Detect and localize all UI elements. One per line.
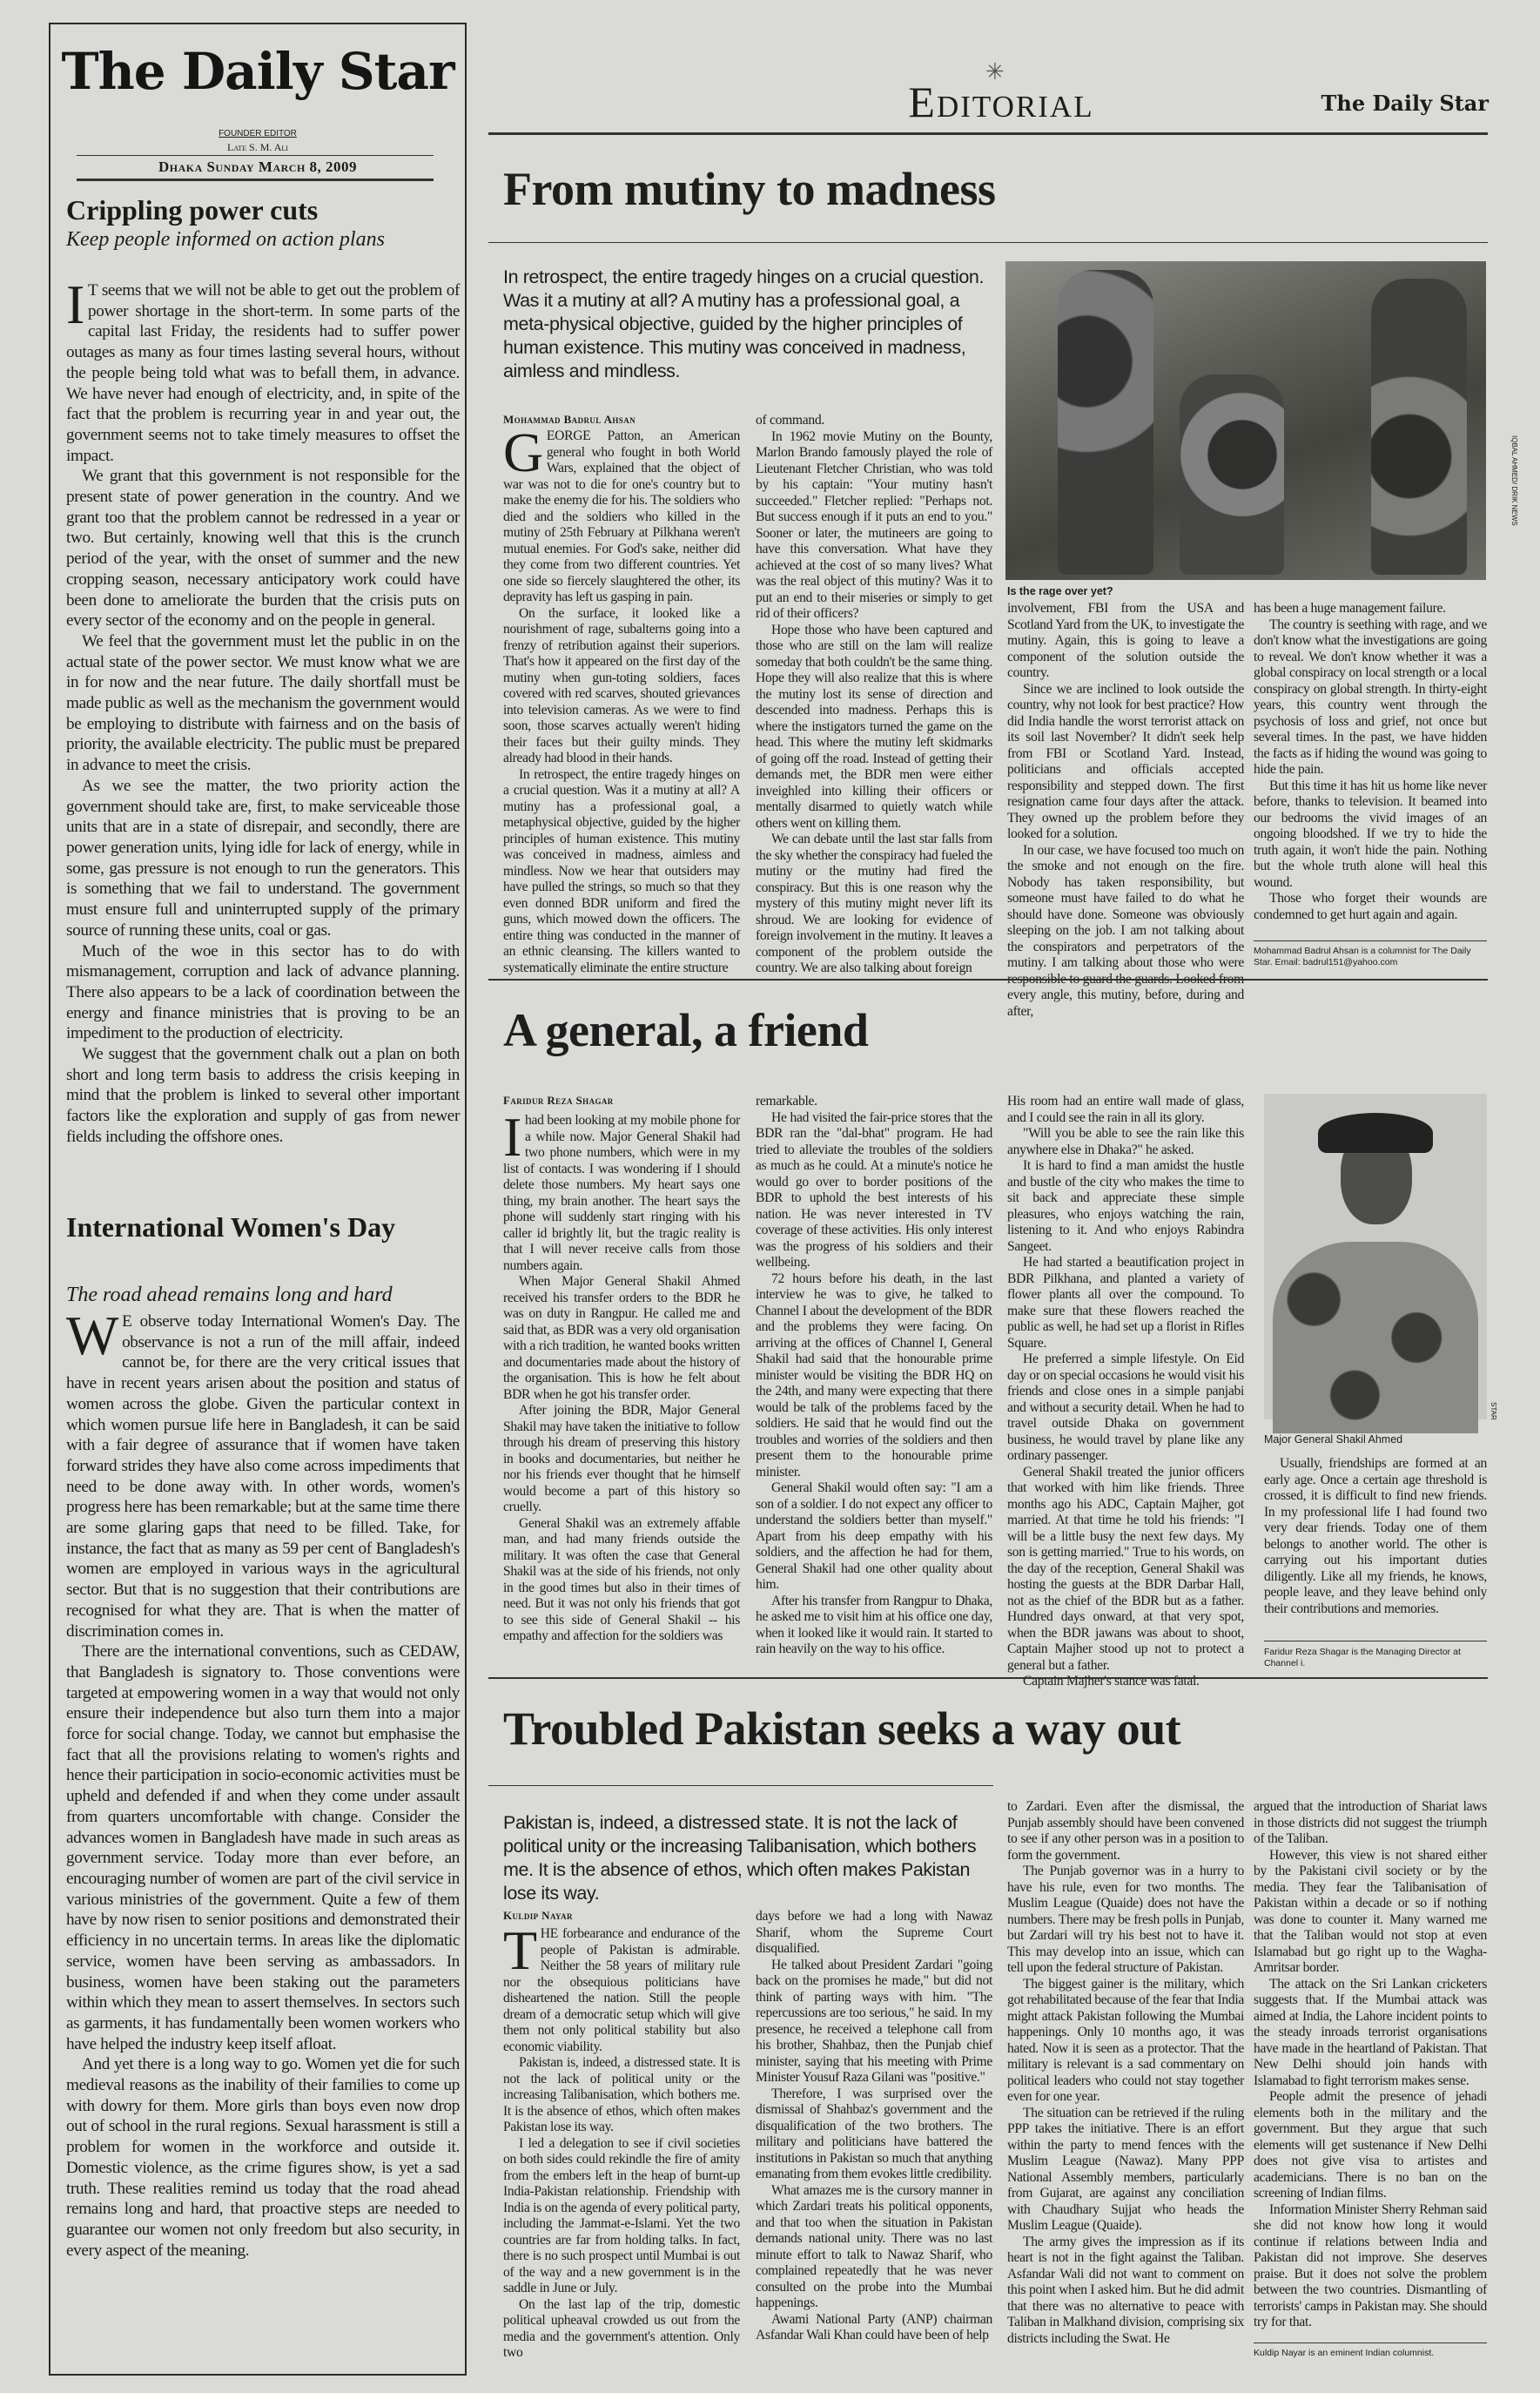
article-column [756,1909,992,2353]
paragraph: There are the international conventions, such as CEDAW, that Bangladesh is signatory to. Those conventions were targeted at empowering women in a way that would not only ensure their independence but also turn them into a major force for social change. Today, we cannot but emphasise the fact that all the provisions relating to women's rights and hence their participation in socio-economic activities must be upheld and defended if and when they come under assault from quarters uncomfortable with change. Consider the advances women in Bangladesh have made in such areas as government service. Today more than ever before, an encouraging number of women are part of the civil service in various ministries of the government. Quite a few of them have by now risen to senior positions and demonstrated their efficiency in no uncertain terms. In areas like the diplomatic service, women have been serving as ambassadors. In business, women have been staking out the parameters within which they mean to assert themselves. In sectors such as garments, it has fundamentally been women workers who have helped the industry keep itself afloat. [66,1642,460,2053]
paragraph: The biggest gainer is the military, which got rehabilitated because of the fear that India might attack Pakistan following the Mumbai happenings. Only 10 months ago, it was hated. Now it is seen as a protector. That the military is relevant is a sad commentary on political leaders who could not stay together even for one year. [1007,1976,1244,2104]
article-headline: Troubled Pakistan seeks a way out [503,1702,1181,1755]
paragraph: remarkable. [756,1094,817,1109]
paragraph: The attack on the Sri Lankan cricketers suggests that. If the Mumbai attack was aimed at India, the Lahore incident points to the steady inroads terrorist organisations have made in the heartland of Pakistan. That New Delhi should join hands with Islamabad to fight terrorism makes sense. [1254,1976,1487,2088]
paragraph: We suggest that the government chalk out a plan on both short and long term basis to address the crisis keeping in mind that the problem is linked to several other important factors like the exploration and supply of gas from newer fields including the offshore ones. [66,1045,460,1146]
divider [488,979,1488,981]
author-note: Kuldip Nayar is an eminent Indian columnist. [1254,2348,1435,2358]
paragraph: I led a delegation to see if civil societies on both sides could rekindle the fire of amity from the embers left in the heap of burnt-up India-Pakistan relationship. Friendship with India is on the agenda of every political party, including the Jammat-e-Islami. Yet the two countries are far from holding talks. In fact, there is no such prospect until Mumbai is out of the way and a new government is in the saddle in June or July. [503,2135,740,2295]
article-column [503,421,740,975]
paragraph: He talked about President Zardari "going back on the promises he made," but did not think of parting ways with him. "The repercussions are too serious," he said. In my presence, he received a telephone call from his brother, Shahbaz, then the Punjab chief minister, saying that his meeting with Prime Minister Yousuf Raza Gilani was "positive." [756,1957,992,2085]
photo-credit: IQBAL AHMED/ DRIK NEWS [1510,435,1518,526]
article-column [1007,1799,1244,2353]
editorial-body [66,1304,460,2356]
paragraph: to Zardari. Even after the dismissal, the Punjab assembly should have been convened to see if any other person was in a position to form the government. [1007,1799,1244,1863]
paragraph: IT seems that we will not be able to get out the problem of power shortage in the short-term. In some parts of the capital last Friday, the residents had to suffer power outages as many as four times lasting several hours, without the people being told what was to befall them, in advance. We have never had enough of electricity, and, in spite of the fact that the problem is recurring year in and year out, the government seems not to take timely measures to offset the impact. [66,273,460,465]
paragraph: General Shakil treated the junior officers that worked with him like friends. Three months ago his ADC, Captain Majher, got married. At that time he told his friends: "I will be a little busy the next few days. My son is getting married." True to his words, on the day of the reception, General Shakil was hosting the guests at the BDR Darbar Hall, not as the chief of the BDR but as a father. Hundred days onward, at that very spot, when the BDR jawans was about to shoot, Captain Majher stood up not to protect a general but a father. [1007,1464,1244,1673]
paragraph: General Shakil would often say: "I am a son of a soldier. I do not expect any officer to understand the soldiers better than myself." Apart from his deep empathy with his soldiers, and the affection he had for them, General Shakil had one other quality about him. [756,1480,992,1592]
mutiny-photo [1005,261,1486,580]
paragraph: As we see the matter, the two priority action the government should take are, first, to make serviceable those units that are in a state of disrepair, and secondly, there are power generation units, lying idle for lack of energy, while in some, gas pressure is not enough to run the generators. This is something that we fail to understand. The government must ensure full and uninterrupted supply of the primary source of running these units, coal or gas. [66,776,460,940]
portrait-hair [1318,1113,1433,1153]
paragraph: In 1962 movie Mutiny on the Bounty, Marlon Brando famously played the role of Lieutenant Fletcher Christian, who was told by his captain: "Your mutiny hasn't succeeded." Fletcher replied: "Perhaps not. But success enough if it puts an end to you." Sooner or later, the mutineers are going to have this conversation. What have they achieved at the cost of so many lives? What was the real object of this mutiny? Was it to put an end to their miseries or simply to get rid of their officers? [756,428,992,621]
editorial-body [66,273,460,1195]
editorial-subhead: The road ahead remains long and hard [66,1284,393,1306]
article-column [1007,601,1244,1019]
paragraph: We can debate until the last star falls from the sky whether the conspiracy had fueled the mutiny or the mutiny had fired the conspiracy. But this is one reason why the mystery of this mutiny might never lift its shroud. We are looking for evidence of foreign involvement in the mutiny. It leaves a component of the problem outside the country. We are also talking about foreign [756,832,992,975]
paragraph: Those who forget their wounds are condemned to get hurt again and again. [1254,891,1487,922]
paragraph: Awami National Party (ANP) chairman Asfandar Wali Khan could have been of help [756,2311,992,2342]
section-rule [488,132,1488,135]
paragraph: argued that the introduction of Shariat laws in those districts did not suggest the triumph of the Taliban. [1254,1799,1487,1846]
masthead-logo: The Daily Star [61,42,454,101]
section-title: Editorial [908,78,1094,126]
pull-quote: In retrospect, the entire tragedy hinges on a crucial question. Was it a mutiny at all? A mutiny has a professional goal, a meta-physical objective, guided by the higher principles of human existence. This mutiny was conceived in madness, aimless and mindless. [503,266,985,381]
paragraph: 72 hours before his death, in the last interview he was to give, he talked to Channel I about the development of the BDR and the problems they were facing. On arriving at the offices of Channel I, General Shakil had said that the honourable prime minister would be visiting the BDR HQ on the 24th, and many were expecting that there would be talk of the problems faced by the soldiers. He said that he would find out the troubles and worries of the soldiers and then present them to the honourable prime minister. [756,1271,992,1480]
paragraph: What amazes me is the cursory manner in which Zardari treats his political opponents, and that too when the situation in Pakistan demands national unity. There was no last minute effort to talk to Nawaz Sharif, who complained repeatedly that he was never consulted on the probe into the Mumbai happenings. [756,2182,992,2310]
paragraph: He preferred a simple lifestyle. On Eid day or on special occasions he would visit his friends and close ones in a simple panjabi and without a security detail. When he had to travel outside Dhaka on government business, he would travel by plane like any ordinary passenger. [1007,1352,1244,1463]
paragraph: days before we had a long with Nawaz Sharif, whom the Supreme Court disqualified. [756,1909,992,1956]
star-icon: ✳ [985,59,1005,84]
paragraph: GEORGE Patton, an American general who fought in both World Wars, explained that the object of war was not to die for one's country but to make the enemy die for his. The soldiers who died and the soldiers who killed in the mutiny of 25th February at Pilkhana weren't mutual enemies. For God's sake, neither did they come from two different countries. Yet one side so fiercely slaughtered the other, its depravity has left us gasping in pain. [503,421,740,604]
paragraph: After joining the BDR, Major General Shakil may have taken the initiative to follow through his dream of preserving this history in books and documentaries, but neither he nor his friends ever thought that he himself would become a part of this history so cruelly. [503,1403,740,1514]
paragraph: Information Minister Sherry Rehman said she did not know how long it would continue if relations between India and Pakistan did not improve. She deserves praise. But it does not solve the problem between the two countries. Dismantling of terrorists' camps in Pakistan may. She should try for that. [1254,2201,1487,2329]
paragraph: But this time it has hit us home like never before, thanks to television. It beamed into our bedrooms the vivid images of an ongoing bloodshed. If we try to hide the truth again, it won't hide the pain. Nothing but the whole truth alone will heal this wound. [1254,778,1487,890]
paragraph: Since we are inclined to look outside the country, why not look for best practice? How did India handle the worst terrorist attack on its soil last November? It didn't seek help from FBI or Scotland Yard. Instead, politicians and officials accepted responsibility and stepped down. The first resignation came four days after the attack. They owned up the problem before they looked for a solution. [1007,681,1244,841]
paragraph: Therefore, I was surprised over the dismissal of Shahbaz's government and the disqualification of the two brothers. The military and politicians have battered the institutions in Pakistan so much that anything emanating from them evokes little credibility. [756,2086,992,2181]
paragraph: In retrospect, the entire tragedy hinges on a crucial question. Was it a mutiny at all? A mutiny has a professional goal, a metaphysical objective, guided by the higher principles of human existence. This mutiny was conceived in madness, aimless and mindless. Now we hear that outsiders may have pulled the strings, so much so that they even donned BDR uniform and fired the guns, which mowed down the officers. The entire thing was conducted in the manner of an ethnic cleansing. The killers wanted to systematically eliminate the entire structure [503,766,740,975]
paragraph: He had started a beautification project in BDR Pilkhana, and planted a variety of flower plants all over the compound. To make sure that these flowers reached the public as well, he had set up a florist in Rifles Square. [1007,1255,1244,1351]
byline: Mohammad Badrul Ahsan [503,413,636,426]
portrait-photo [1264,1094,1487,1419]
pull-quote: Pakistan is, indeed, a distressed state. It is not the lack of political unity or the increasing Talibanisation, which bothers me. It is the absence of ethos, which often makes Pakistan lose its way. [503,1812,977,1904]
paragraph: "Will you be able to see the rain like this anywhere else in Dhaka?" he asked. [1007,1126,1244,1157]
article-column [1254,601,1487,932]
divider [488,242,1488,243]
divider [1254,940,1487,941]
byline: Kuldip Nayar [503,1909,573,1922]
paragraph: On the surface, it looked like a nourishment of rage, subalterns going into a frenzy of retribution against their superiors. That's how it appeared on the first day of the mutiny when gun-toting soldiers, faces covered with red scarves, shouted grievances into television cameras. As we were to find soon, those scarves actually weren't hiding their faces but their guilty minds. They already had blood in their hands. [503,605,740,765]
paragraph: WE observe today International Women's Day. The observance is not a run of the mill affair, indeed cannot be, for there are the very critical issues that have in recent years arisen about the position and status of women across the globe. Given the particular context in which women pursue life here in Bangladesh, it can be said with a fair degree of assurance that if women have taken forward strides they have also come across impediments that need to be done away with. In other words, women's progress here has been remarkable; but at the same time there are some glaring gaps that need to be filled. Take, for instance, the fact that as many as 59 per cent of Bangladesh's women are employed in various ways in the agricultural sector. But that is no suggestion that their contributions are recognised for what they are. That is when the matter of discrimination comes in. [66,1304,460,1641]
paragraph: And yet there is a long way to go. Women yet die for such medieval reasons as the inability of their families to come up with dowry for them. More girls than boys even now drop out of school in the rural regions. Sexual harassment is still a problem for women in the workforce and outside it. Domestic violence, as the crime figures show, is yet a sad truth. These realities remind us today that the road ahead remains long and hard, that proactive steps are needed to guarantee our women not only freedom but also security, in every aspect of the meaning. [66,2055,460,2260]
paragraph: General Shakil was an extremely affable man, and had many friends outside the military. It was often the case that General Shakil was at the side of his friends, not only in the good times but also in their times of need. But it was not only his friends that got to see this side of General Shakil -- his empathy and affection for the soldiers was [503,1515,740,1643]
divider [77,155,434,156]
dateline: Dhaka Sunday March 8, 2009 [158,158,358,175]
editorial-headline: Crippling power cuts [66,194,319,226]
portrait-uniform [1273,1242,1478,1433]
soldier-figure [1058,270,1153,575]
paragraph: The Punjab governor was in a hurry to have his rule, even for two months. The Muslim League (Quaide) does not have the numbers. There may be fresh polls in Punjab, but Zardari will try his best not to have it. This may develop into an issue, which can tell upon the federal structure of Pakistan. [1007,1864,1244,1975]
paragraph: Usually, friendships are formed at an early age. Once a certain age threshold is crossed, it is difficult to find new friends. In my professional life I had found two very dear friends. Today one of them belongs to another world. The other is carrying out his important duties diligently. Like all my friends, he knows, people leave, and they leave behind only their contributions and memories. [1264,1456,1487,1616]
paragraph: has been a huge management failure. [1254,601,1446,616]
article-column [503,1919,740,2360]
paragraph: However, this view is not shared either by the Pakistani civil society or by the media. They fear the Talibanisation of Pakistan within a decade or so if nothing was done to counter it. Many warned me that the Taliban would not stop at even Islamabad but go right up to the Wagha-Amritsar border. [1254,1847,1487,1975]
editorial-subhead: Keep people informed on action plans [66,228,385,251]
paragraph: Much of the woe in this sector has to do with mismanagement, corruption and lack of advance planning. There also appears to be a lack of coordination between the energy and finance ministries that is proving to be an impediment to the production of electricity. [66,941,460,1043]
article-column [756,1094,992,1656]
paragraph: Hope those who have been captured and those who are still on the lam will realize someday that both couldn't be the same thing. Hope they will also realize that this is where the mutiny lost its sense of direction and descended into madness. Perhaps this is where the instigators turned the game on the head. This where the mutiny left skidmarks of going off the road. Instead of getting their demands met, the BDR men were either inveighled into killing their officers or mentally disarmed to quietly watch while others went on killing them. [756,622,992,831]
photo-credit: STAR [1490,1402,1497,1420]
paragraph: involvement, FBI from the USA and Scotland Yard from the UK, to investigate the mutiny. Again, this is going to leave a component of the solution outside the country. [1007,601,1244,680]
paragraph: On the last lap of the trip, domestic political upheaval crowded us out from the media and the government's attention. Only two [503,2296,740,2360]
paragraph: When Major General Shakil Ahmed received his transfer orders to the BDR he was on duty in Rangpur. He called me and said that, as BDR was a very old organisation with a rich tradition, he wanted books written and documentaries made about the history of the organisation. This is how he felt about BDR when he got his transfer order. [503,1274,740,1402]
paragraph: of command. [756,413,824,428]
paragraph: We feel that the government must let the public in on the actual state of the power sector. We must know what we are in for now and the near future. The daily shortfall must be made public as well as the mechanism the government would be employing to distribute with fairness and on the basis of priority, the available electricity. The public must be prepared in advance to meet the crisis. [66,631,460,775]
author-note: Mohammad Badrul Ahsan is a columnist for The Daily Star. Email: badrul151@yahoo.com [1254,946,1471,967]
paragraph: It is hard to find a man amidst the hustle and bustle of the city who makes the time to sit back and appreciate these simple pleasures, who enjoys watching the rain, listening to it. And who enjoys Rabindra Sangeet. [1007,1158,1244,1254]
article-column [756,413,992,975]
soldier-figure [1180,374,1284,575]
editorial-headline: International Women's Day [66,1211,396,1243]
founder-label: FOUNDER EDITOR [219,129,297,138]
section-brand-logo: The Daily Star [1321,91,1489,116]
paragraph: People admit the presence of jehadi elements both in the military and the government. But they argue that such elements will get sustenance if New Delhi does not give visa to artistes and academicians. There is no ban on the screening of Indian films. [1254,2089,1487,2201]
paragraph: The situation can be retrieved if the ruling PPP takes the initiative. There is an effort within the party to mend fences with the Muslim League (Nawaz). Many PPP National Assembly members, particularly from Gujarat, are against any conciliation with Chaudhary Sujjat who heads the Muslim League (Quaide). [1007,2105,1244,2233]
paragraph: Pakistan is, indeed, a distressed state. It is not the lack of political unity or the increasing Talibanisation, which bothers me. It is the absence of ethos, which often makes Pakistan lose its way. [503,2055,740,2134]
article-column [1254,1799,1487,2339]
founder-name: Late S. M. Ali [227,141,288,153]
paragraph: After his transfer from Rangpur to Dhaka, he asked me to visit him at his office one day, when it looked like it would rain. It started to rain heavily on the way to his office. [756,1593,992,1656]
paragraph: Captain Majher's stance was fatal. [1023,1674,1200,1689]
article-column [1007,1094,1244,1689]
article-headline: From mutiny to madness [503,163,996,215]
paragraph: Ihad been looking at my mobile phone for a while now. Major General Shakil had two phone numbers, which were in my list of contacts. I was wondering if I should delete those numbers. My heart says one thing, my brain another. The heart says the phone will suddenly start ringing with his caller id brightly lit, but the tragic reality is that I will never receive calls from those numbers again. [503,1106,740,1273]
paragraph: We grant that this government is not responsible for the present state of power generation in the country. And we grant too that the problem cannot be redressed in a year or two. But certainly, knowing well that this is the crunch period of the year, with the onset of summer and the new cropping season, necessary anticipatory work could have been done to ameliorate the burden that the crisis puts on every sector of the economy and on the people in general. [66,467,460,630]
paragraph: THE forbearance and endurance of the people of Pakistan is admirable. Neither the 58 years of military rule nor the obsequious politicians have disheartened the nation. Still the people dream of a democratic setup which will give them not only political stability but also economic viability. [503,1919,740,2054]
divider [488,1677,1488,1679]
paragraph: He had visited the fair-price stores that the BDR ran the "dal-bhat" program. He had tried to alleviate the troubles of the soldiers as much as he could. At a minute's notice he would go over to border positions of the BDR to uphold the best interests of his nation. He was never interested in TV coverage of these activities. His only interest was the progress of his soldiers and their wellbeing. [756,1109,992,1270]
divider [1254,2342,1487,2343]
divider [77,179,434,181]
photo-caption: Is the rage over yet? [1007,585,1113,597]
article-headline: A general, a friend [503,1004,869,1056]
soldier-figure [1371,279,1467,575]
divider [488,1785,993,1786]
article-column [503,1106,740,1643]
paragraph: His room had an entire wall made of glass, and I could see the rain in all its glory. [1007,1094,1244,1125]
paragraph: The army gives the impression as if its heart is not in the fight against the Taliban. Asfandar Wali did not want to comment on this point when I asked him. But he did admit that there was no alternative to peace with Taliban in Malkhand division, comprising six districts including the Swat. He [1007,2234,1244,2346]
paragraph: In our case, we have focused too much on the smoke and not enough on the fire. Nobody has taken responsibility, but someone must have failed to do what he should have done. Someone was obviously sleeping on the job. I am not talking about the conspirators and perpetrators of the mutiny. I am talking about those who were responsible to guard the guards. Looked from every angle, this mutiny, before, during and after, [1007,842,1244,1019]
byline: Faridur Reza Shagar [503,1094,614,1107]
article-column [1264,1456,1487,1616]
photo-caption: Major General Shakil Ahmed [1264,1433,1403,1446]
author-note: Faridur Reza Shagar is the Managing Director at Channel i. [1264,1647,1461,1668]
paragraph: The country is seething with rage, and we don't know what the investigations are going to reveal. We don't know whether it was a global conspiracy on local strength or a local conspiracy on global strength. In thirty-eight years, this country went through the psychosis of loss and grief, not once but several times. In the past, we have hidden the facts as if hiding the wound was going to hide the pain. [1254,617,1487,777]
